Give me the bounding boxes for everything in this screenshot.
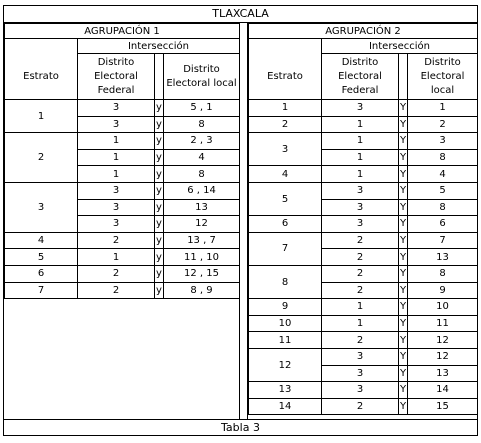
local-cell: 8 (164, 166, 240, 183)
estrato-cell: 2 (5, 133, 78, 183)
federal-cell: 3 (322, 216, 399, 233)
federal-cell: 1 (78, 249, 155, 266)
table-row (249, 348, 478, 365)
connector-cell: Y (399, 315, 408, 332)
estrato-cell: 14 (249, 398, 322, 415)
local-cell: 12 (408, 332, 478, 349)
column-separator (155, 54, 164, 100)
agrupacion-1-table (4, 23, 240, 299)
estrato-cell: 6 (5, 265, 78, 282)
local-cell: 8 , 9 (164, 282, 240, 299)
connector-cell: Y (399, 282, 408, 299)
federal-district-header: Distrito Electoral Federal (322, 54, 399, 100)
column-separator (399, 54, 408, 100)
connector-cell: Y (399, 232, 408, 249)
connector-cell: y (155, 149, 164, 166)
connector-cell: Y (399, 100, 408, 117)
intersection-header: Intersección (322, 39, 478, 54)
estrato-cell: 7 (249, 232, 322, 265)
local-cell: 9 (408, 282, 478, 299)
federal-cell: 3 (78, 116, 155, 133)
local-cell: 13 (408, 249, 478, 266)
estrato-cell: 5 (5, 249, 78, 266)
estrato-cell: 8 (249, 265, 322, 298)
federal-cell: 1 (78, 166, 155, 183)
connector-cell: y (155, 116, 164, 133)
connector-cell: Y (399, 182, 408, 199)
local-cell: 13 (408, 365, 478, 382)
table-row (249, 332, 478, 349)
local-cell: 12 (164, 216, 240, 233)
connector-cell: y (155, 265, 164, 282)
federal-cell: 2 (322, 282, 399, 299)
local-cell: 14 (408, 382, 478, 399)
table-caption: Tabla 3 (4, 419, 477, 436)
table-row (5, 249, 240, 266)
connector-cell: y (155, 232, 164, 249)
local-cell: 8 (164, 116, 240, 133)
table-row (249, 398, 478, 415)
local-cell: 2 (408, 116, 478, 133)
federal-cell: 3 (322, 100, 399, 117)
estrato-cell: 4 (5, 232, 78, 249)
estrato-cell: 10 (249, 315, 322, 332)
federal-cell: 3 (78, 182, 155, 199)
federal-cell: 3 (322, 382, 399, 399)
connector-cell: Y (399, 149, 408, 166)
table-row (5, 182, 240, 199)
estrato-cell: 5 (249, 182, 322, 215)
table-row (249, 382, 478, 399)
federal-cell: 3 (322, 182, 399, 199)
local-cell: 11 (408, 315, 478, 332)
local-cell: 13 (164, 199, 240, 216)
federal-cell: 2 (322, 265, 399, 282)
connector-cell: Y (399, 199, 408, 216)
local-cell: 3 (408, 133, 478, 150)
connector-cell: y (155, 249, 164, 266)
header-spacer (249, 39, 322, 54)
federal-cell: 2 (78, 265, 155, 282)
connector-cell: Y (399, 382, 408, 399)
federal-cell: 1 (322, 149, 399, 166)
local-cell: 6 (408, 216, 478, 233)
connector-cell: Y (399, 365, 408, 382)
agrupacion-2-table (248, 23, 478, 415)
local-cell: 4 (408, 166, 478, 183)
estrato-cell: 13 (249, 382, 322, 399)
local-cell: 5 , 1 (164, 100, 240, 117)
group-title: AGRUPACIÓN 2 (249, 24, 478, 39)
local-cell: 8 (408, 199, 478, 216)
table-row (5, 265, 240, 282)
table-row (249, 216, 478, 233)
local-cell: 8 (408, 149, 478, 166)
connector-cell: Y (399, 299, 408, 316)
connector-cell: Y (399, 133, 408, 150)
federal-cell: 1 (322, 166, 399, 183)
federal-cell: 3 (322, 199, 399, 216)
table-row (249, 166, 478, 183)
federal-cell: 2 (322, 232, 399, 249)
table-row (249, 133, 478, 150)
table-row (249, 116, 478, 133)
local-cell: 15 (408, 398, 478, 415)
table-row (249, 100, 478, 117)
federal-cell: 2 (78, 232, 155, 249)
table-row (249, 182, 478, 199)
table-row (5, 232, 240, 249)
estrato-cell: 1 (5, 100, 78, 133)
local-cell: 11 , 10 (164, 249, 240, 266)
estrato-cell: 11 (249, 332, 322, 349)
local-cell: 12 , 15 (164, 265, 240, 282)
connector-cell: y (155, 166, 164, 183)
federal-cell: 1 (322, 299, 399, 316)
estrato-cell: 6 (249, 216, 322, 233)
federal-cell: 3 (78, 216, 155, 233)
federal-district-header: Distrito Electoral Federal (78, 54, 155, 100)
intersection-header: Intersección (78, 39, 240, 54)
local-cell: 5 (408, 182, 478, 199)
connector-cell: Y (399, 265, 408, 282)
federal-cell: 1 (322, 133, 399, 150)
federal-cell: 1 (322, 315, 399, 332)
federal-cell: 1 (78, 149, 155, 166)
connector-cell: y (155, 282, 164, 299)
local-district-header: Distrito Electoral local (164, 54, 240, 100)
connector-cell: Y (399, 216, 408, 233)
table-row (5, 282, 240, 299)
local-cell: 10 (408, 299, 478, 316)
local-cell: 4 (164, 149, 240, 166)
federal-cell: 3 (78, 199, 155, 216)
connector-cell: Y (399, 398, 408, 415)
connector-cell: Y (399, 116, 408, 133)
table-row (249, 232, 478, 249)
table-row (249, 265, 478, 282)
estrato-cell: 4 (249, 166, 322, 183)
local-cell: 1 (408, 100, 478, 117)
estrato-header: Estrato (5, 54, 78, 100)
local-cell: 2 , 3 (164, 133, 240, 150)
estrato-cell: 7 (5, 282, 78, 299)
local-cell: 13 , 7 (164, 232, 240, 249)
local-cell: 6 , 14 (164, 182, 240, 199)
connector-cell: Y (399, 332, 408, 349)
estrato-cell: 3 (249, 133, 322, 166)
connector-cell: y (155, 199, 164, 216)
estrato-cell: 12 (249, 348, 322, 381)
connector-cell: y (155, 100, 164, 117)
table-row (5, 100, 240, 117)
table-row (5, 133, 240, 150)
connector-cell: Y (399, 348, 408, 365)
federal-cell: 2 (322, 249, 399, 266)
column-gap (239, 23, 248, 419)
table-row (249, 315, 478, 332)
federal-cell: 3 (322, 365, 399, 382)
federal-cell: 2 (322, 332, 399, 349)
federal-cell: 1 (78, 133, 155, 150)
federal-cell: 1 (322, 116, 399, 133)
connector-cell: y (155, 216, 164, 233)
connector-cell: Y (399, 166, 408, 183)
estrato-header: Estrato (249, 54, 322, 100)
local-cell: 7 (408, 232, 478, 249)
local-cell: 12 (408, 348, 478, 365)
page-title: TLAXCALA (4, 6, 477, 23)
federal-cell: 2 (78, 282, 155, 299)
header-spacer (5, 39, 78, 54)
estrato-cell: 9 (249, 299, 322, 316)
connector-cell: Y (399, 249, 408, 266)
document-table-page (3, 5, 478, 436)
group-title: AGRUPACIÓN 1 (5, 24, 240, 39)
estrato-cell: 3 (5, 182, 78, 232)
federal-cell: 3 (78, 100, 155, 117)
local-district-header: Distrito Electoral local (408, 54, 478, 100)
federal-cell: 2 (322, 398, 399, 415)
estrato-cell: 2 (249, 116, 322, 133)
connector-cell: y (155, 182, 164, 199)
federal-cell: 3 (322, 348, 399, 365)
estrato-cell: 1 (249, 100, 322, 117)
table-row (249, 299, 478, 316)
connector-cell: y (155, 133, 164, 150)
local-cell: 8 (408, 265, 478, 282)
